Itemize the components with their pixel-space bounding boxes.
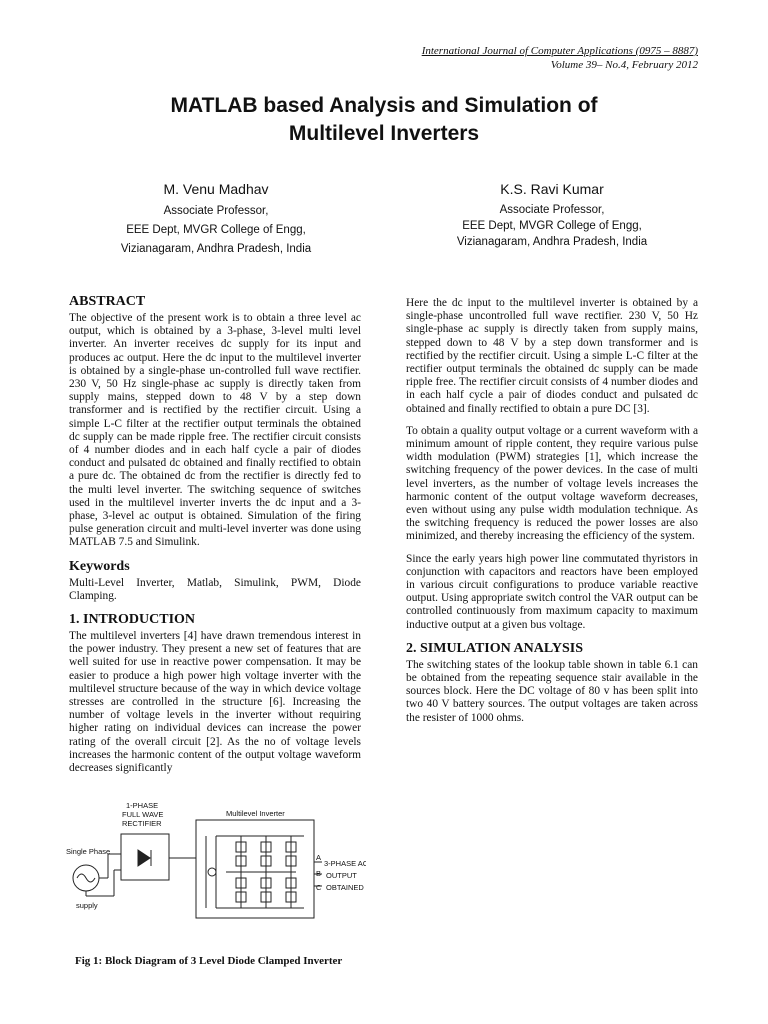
author-2 xyxy=(402,180,702,250)
body-paragraph-1: Here the dc input to the multilevel inverter is obtained by a single-phase uncontrolled full wave rectifier. 230 V, 50 Hz single-phase ac supply is directly taken from supply mains, stepped down to 48 V by a step down transformer and is rectified by the rectifier circuit. Using a simple L-C filter at the rectifier output terminals the obtained dc supply can be made ripple free. The rectifier circuit consists of 4 number diodes and in each half cycle a pair of diodes conduct and pulsated dc obtained and finally rectified to obtain a pure DC [3]. xyxy=(406,297,698,415)
author-dept: EEE Dept, MVGR College of Engg, xyxy=(462,220,642,232)
title-line-2: Multilevel Inverters xyxy=(288,122,480,145)
block-diagram-svg xyxy=(66,796,366,944)
title-line-1: MATLAB based Analysis and Simulation of xyxy=(170,94,598,117)
author-location: Vizianagaram, Andhra Pradesh, India xyxy=(120,243,312,255)
rectifier-label-2: FULL WAVE xyxy=(122,810,164,819)
figure-caption: Fig 1: Block Diagram of 3 Level Diode Clamped Inverter xyxy=(75,955,343,967)
journal-header xyxy=(422,44,698,72)
right-column xyxy=(406,297,698,734)
figure-1-block-diagram xyxy=(66,796,366,944)
diode-icon xyxy=(138,850,150,866)
inverter-label: Multilevel Inverter xyxy=(226,809,285,818)
rectifier-label-3: RECTIFIER xyxy=(122,819,162,828)
introduction-text: The multilevel inverters [4] have drawn tremendous interest in the power industry. They present a new set of features that are well suited for use in reactive power compensation. It may be easier to produce a high power high voltage inverter with the multilevel structure because of the way in which device voltage stresses are controlled in the structure [6]. Increasing the number of voltage levels in the inverter without requiring higher rating on individual devices can increase the power rating of the overall circuit [2]. As the no of voltage levels increases the harmonic content of the output voltage waveform decreases significantly xyxy=(69,630,361,775)
abstract-heading: ABSTRACT xyxy=(69,294,146,309)
supply-label: supply xyxy=(76,901,98,910)
journal-volume: Volume 39– No.4, February 2012 xyxy=(550,59,698,71)
output-label-1: 3-PHASE AC xyxy=(324,859,366,868)
left-column xyxy=(69,294,361,784)
single-phase-label: Single Phase xyxy=(66,847,111,856)
phase-b-label: B xyxy=(316,869,322,878)
keywords-text: Multi-Level Inverter, Matlab, Simulink, PWM, Diode Clamping. xyxy=(69,576,361,602)
rectifier-label-1: 1-PHASE xyxy=(126,801,159,810)
introduction-heading: 1. INTRODUCTION xyxy=(69,612,196,628)
abstract-text: The objective of the present work is to obtain a three level ac output, which is obtained by a 3-phase, 3-level multi level inverter. An inverter receives dc supply for its input and produces ac output. Here the dc input to the multilevel inverter is obtained by a single-phase un-controlled full wave rectifier. 230 V, 50 Hz single-phase ac supply is directly taken from supply mains, stepped down to 48 V by a step down transformer and is rectified by the rectifier circuit. Using a simple L-C filter at the rectifier output terminals the obtained dc supply can be made ripple free. The rectifier circuit consists of 4 number diodes and in each half cycle a pair of diodes conduct and pulsated dc obtained and finally rectified to obtain a pure dc. The obtained dc from the rectifier is directly fed to the multi level inverter. The switching sequence of switches used in the multilevel inverter inverts the dc input and a 3-phase, 3-level ac output is obtained. Simulation of the firing pulse generation circuit and multi-level inverter was done using MATLAB 7.5 and Simulink. xyxy=(69,312,361,549)
body-paragraph-3: Since the early years high power line commutated thyristors in conjunction with capacitors and reactors have been employed in various circuit configurations to produce variable reactive output. Using appropriate switch control the VAR output can be controlled continuously from maximum capacity to maximum inductive output at a given bus voltage. xyxy=(406,552,698,631)
keywords-heading: Keywords xyxy=(69,558,130,574)
simulation-text: The switching states of the lookup table shown in table 6.1 can be obtained from the repeating sequence stair available in the sources block. Here the DC voltage of 80 v has been split into two 40 V battery sources. The output voltages are taken across the resister of 1000 ohms. xyxy=(406,658,698,724)
journal-name: International Journal of Computer Applications (0975 – 8887) xyxy=(421,45,698,57)
author-position: Associate Professor, xyxy=(499,204,605,216)
simulation-heading: 2. SIMULATION ANALYSIS xyxy=(406,640,583,656)
author-location: Vizianagaram, Andhra Pradesh, India xyxy=(456,236,648,248)
output-label-3: OBTAINED xyxy=(326,883,364,892)
author-name: M. Venu Madhav xyxy=(163,181,269,197)
phase-a-label: A xyxy=(316,853,322,862)
sine-wave-icon xyxy=(77,874,95,882)
output-label-2: OUTPUT xyxy=(326,871,357,880)
inverter-box xyxy=(196,820,314,918)
author-position: Associate Professor, xyxy=(163,205,269,217)
author-1 xyxy=(66,180,366,259)
body-paragraph-2: To obtain a quality output voltage or a current waveform with a minimum amount of ripple content, they require various pulse width modulation (PWM) strategies [1], which increase the switching frequency of the power devices. In the case of multi level inverters, as the number of voltage levels increases the harmonic content of the output voltage waveform decreases, even without using any pulse width modulation technique. As the switching frequency is reduced the power losses are also minimized, and thereby increasing the efficiency of the system. xyxy=(406,424,698,543)
midpoint-node xyxy=(208,868,216,876)
author-name: K.S. Ravi Kumar xyxy=(500,181,604,197)
author-dept: EEE Dept, MVGR College of Engg, xyxy=(126,224,306,236)
phase-c-label: C xyxy=(316,883,322,892)
paper-title xyxy=(60,92,708,148)
